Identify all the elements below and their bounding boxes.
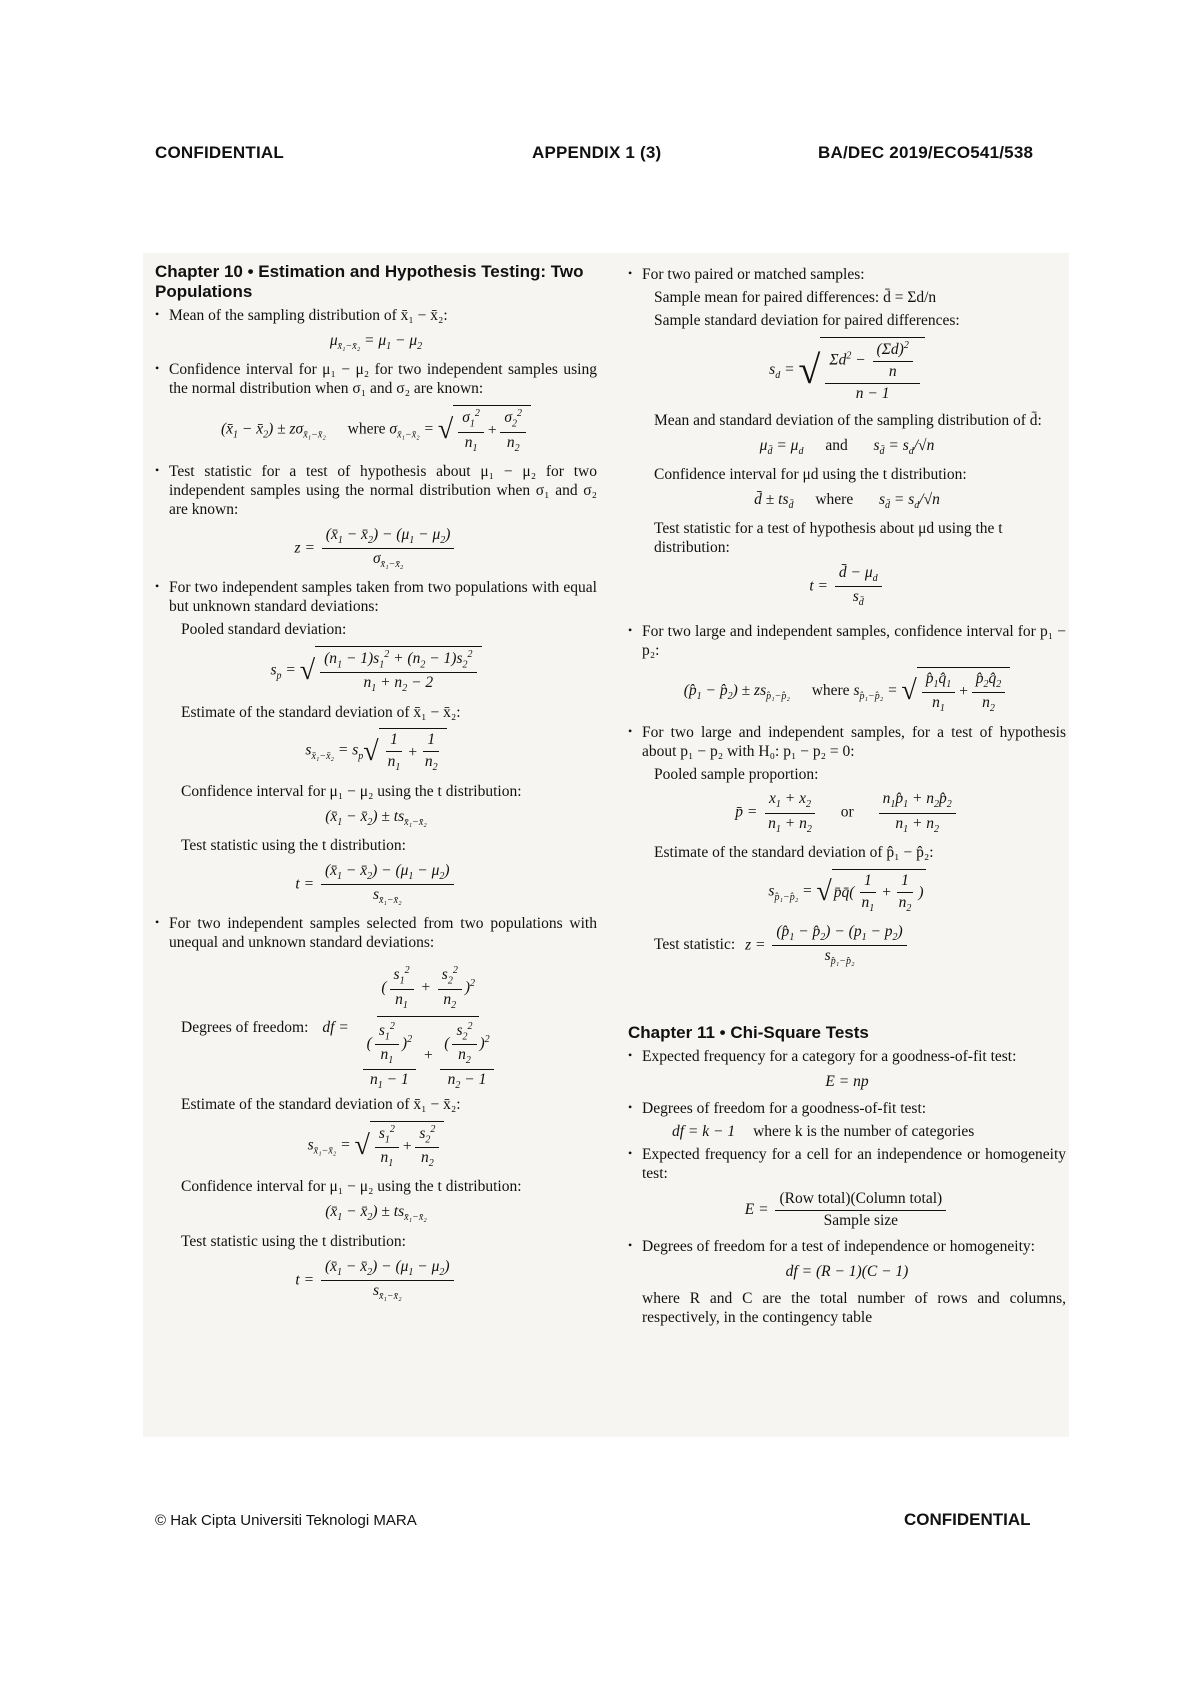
sample-size: Sample size: [823, 1211, 899, 1229]
paired-mean: Sample mean for paired differences: d̄ = Σd/n: [654, 288, 937, 306]
eq-mu-dbar: $\mu_{d̄} = \mu_d$ and $s_{d̄} = s_d/√n$: [759, 436, 935, 457]
prop-ci-bullet: • For two large and independent samples, confidence interval for p₁ − p₂:: [628, 623, 1066, 661]
ci-mud-label: Confidence interval for μd using the t distribution:: [654, 465, 967, 483]
est-sd-prop-label: Estimate of the standard deviation of p̂₁ − p̂₂:: [654, 844, 934, 861]
c11-bullet-dof-indep: • Degrees of freedom for a test of independence or homogeneity:: [628, 1238, 1066, 1257]
ts-t-label-1: Test statistic using the t distribution:: [181, 836, 406, 854]
ci-t-label-1: Confidence interval for μ₁ − μ₂ using the t distribution:: [181, 782, 522, 800]
eq-t-stat-1: t = $\frac{(x̄_1 - x̄_2) - (\mu_1 - \mu_2)}{s_{x̄_1-x̄_2}}$: [155, 862, 597, 908]
ts-mud-label: Test statistic for a test of hypothesis about μd using the t distribution:: [654, 519, 1003, 556]
eq-ci-t-2: ($x̄_1$ − $x̄_2) \pm ts_{x̄_1-x̄_2}$: [325, 1203, 427, 1224]
eq-ci-prop: ($p̂_1$ − $p̂_2) \pm zs_{p̂_1-p̂_2}$ where $s_{p̂_1-p̂_2}$ = √ $\frac{p̂_1q̂_1}{n_1}$ + $\frac{p̂_2q̂_2}{n_2}$: [628, 667, 1066, 716]
left-column: [155, 262, 597, 1311]
paired-bullet: • For two paired or matched samples:: [628, 266, 1066, 285]
dof-label: Degrees of freedom:: [181, 1019, 309, 1036]
est-sd-label-1: Estimate of the standard deviation of x̄₁ − x̄₂:: [181, 703, 461, 721]
est-sd-label-2: Estimate of the standard deviation of x̄₁ − x̄₂:: [181, 1095, 461, 1113]
eq-e-np: E = np: [825, 1073, 869, 1091]
eq-est-sd-1: $s_{x̄_1-x̄_2} = s_p$ √ $\frac{1}{n_1}$ + $\frac{1}{n_2}$: [155, 728, 597, 774]
eq-ci-mud: d̄ ± $ts_{d̄}$ where $s_{d̄} = s_d/√n$: [754, 490, 940, 511]
dof-row: [155, 965, 597, 1092]
pooled-sd-label: Pooled standard deviation:: [181, 620, 347, 638]
header-confidential: CONFIDENTIAL: [155, 143, 284, 162]
paired-sd-label: Sample standard deviation for paired differences:: [654, 311, 960, 329]
c11-bullet-expected-cell: • Expected frequency for a cell for an independence or homogeneity test:: [628, 1146, 1066, 1184]
chapter10-title: Chapter 10 • Estimation and Hypothesis Testing: Two Populations: [155, 262, 584, 301]
c10-bullet-ci-normal: • Confidence interval for μ₁ − μ₂ for two independent samples using the normal distribution when σ₁ and σ₂ are known:: [155, 361, 597, 399]
right-column: [628, 262, 1066, 1328]
eq-t-paired: t = $\frac{d̄ - \mu_d}{s_{d̄}}$: [628, 564, 1066, 610]
footer-confidential: CONFIDENTIAL: [904, 1510, 1031, 1529]
dof-gof-note: where k is the number of categories: [753, 1122, 975, 1140]
header-appendix: APPENDIX 1 (3): [532, 143, 662, 162]
test-stat-label: Test statistic:: [654, 936, 736, 954]
eq-dof-indep: df = (R − 1)(C − 1): [785, 1263, 909, 1281]
prop-test-bullet: • For two large and independent samples, for a test of hypothesis about p₁ − p₂ with H₀: p₁ − p₂ = 0:: [628, 724, 1066, 762]
eq-mean-diff: $\mu_{x̄_1-x̄_2} = \mu_1 - \mu_2$: [329, 332, 423, 353]
c10-bullet-ts-normal: • Test statistic for a test of hypothesis about μ₁ − μ₂ for two independent samples using the normal distribution when σ₁ and σ₂ are known:: [155, 463, 597, 520]
c10-bullet-mean: • Mean of the sampling distribution of x̄₁ − x̄₂:: [155, 307, 597, 326]
footer-copyright: © Hak Cipta Universiti Teknologi MARA: [155, 1512, 417, 1529]
c11-bullet-dof-gof: • Degrees of freedom for a goodness-of-fit test:: [628, 1100, 1066, 1119]
eq-pooled-prop: p̄ = $\frac{x_1 + x_2}{n_1 + n_2}$ or $\frac{n_1p̂_1 + n_2p̂_2}{n_1 + n_2}$: [628, 790, 1066, 836]
eq-z-prop: z = $\frac{(p̂_1 - p̂_2) - (p_1 - p_2)}{s_{p̂_1-p̂_2}}$: [745, 923, 910, 969]
eq-dof-gof-row: df = k − 1 where k is the number of categories: [672, 1122, 975, 1140]
eq-est-sd-2: $s_{x̄_1-x̄_2}$ = √ $\frac{s_1^2}{n_1}$ + $\frac{s_2^2}{n_2}$: [155, 1121, 597, 1171]
eq-e-cell: E = $\frac{\text{(Row total)(Column total)}}{\text{Sample size}}$: [628, 1190, 1066, 1231]
eq-z-stat: z = $\frac{(x̄_1 - x̄_2) - (\mu_1 - \mu_2)}{\sigma_{x̄_1-x̄_2}}$: [155, 526, 597, 572]
ts-t-label-2: Test statistic using the t distribution:: [181, 1232, 406, 1250]
ci-t-label-2: Confidence interval for μ₁ − μ₂ using the t distribution:: [181, 1178, 522, 1196]
row-col-total: (Row total)(Column total): [775, 1190, 946, 1211]
mean-sd-dbar-label: Mean and standard deviation of the sampling distribution of d̄:: [654, 411, 1042, 429]
c10-bullet-unequal-sd: • For two independent samples selected from two populations with unequal and unknown standard deviations:: [155, 915, 597, 953]
eq-t-stat-2: t = $\frac{(x̄_1 - x̄_2) - (\mu_1 - \mu_2)}{s_{x̄_1-x̄_2}}$: [155, 1258, 597, 1304]
eq-dof: df = ( $\frac{s_1^2}{n_1}$ + $\frac{s_2^2}{n_2}$ )$^2$ ( $\frac{s_1^2}{n_1}$ )$^2$ $n_1 - 1$ + ( $\frac{s_2^2}{n_2}$ )$^2$ $n_2 - 1$: [322, 965, 503, 1092]
eq-ci-normal: ($x̄_1$ − $x̄_2) \pm z\sigma_{x̄_1-x̄_2}$ where $\sigma_{x̄_1-x̄_2}$ = √ $\frac{\sigma_1^2}{n_1}$ + $\frac{\sigma_2^2}{n_2}$: [155, 405, 597, 455]
pooled-prop-label: Pooled sample proportion:: [654, 765, 819, 783]
contingency-note: where R and C are the total number of rows and columns, respectively, in the contingency table: [642, 1290, 1066, 1327]
eq-sd-prop: $s_{p̂_1-p̂_2}$ = √ p̄q̄( $\frac{1}{n_1}$ + $\frac{1}{n_2}$ ): [628, 869, 1066, 915]
eq-sd-paired: $s_d$ = √ $\Sigma d^2$ − $\frac{(\Sigma d)^2}{n}$ n − 1: [628, 337, 1066, 404]
eq-pooled-sd: $s_p$ = √ $\frac{(n_1 - 1)s_1^2 + (n_2 - 1)s_2^2}{n_1 + n_2 - 2}$: [155, 646, 597, 696]
c11-bullet-expected: • Expected frequency for a category for a goodness-of-fit test:: [628, 1048, 1066, 1067]
header-code: BA/DEC 2019/ECO541/538: [818, 143, 1034, 162]
prop-test-stat-row: [628, 923, 1066, 969]
c10-bullet-equal-sd: • For two independent samples taken from two populations with equal but unknown standard deviations:: [155, 579, 597, 617]
eq-ci-t-1: ($x̄_1$ − $x̄_2) \pm ts_{x̄_1-x̄_2}$: [325, 807, 427, 828]
chapter11-title: Chapter 11 • Chi-Square Tests: [628, 1022, 869, 1042]
